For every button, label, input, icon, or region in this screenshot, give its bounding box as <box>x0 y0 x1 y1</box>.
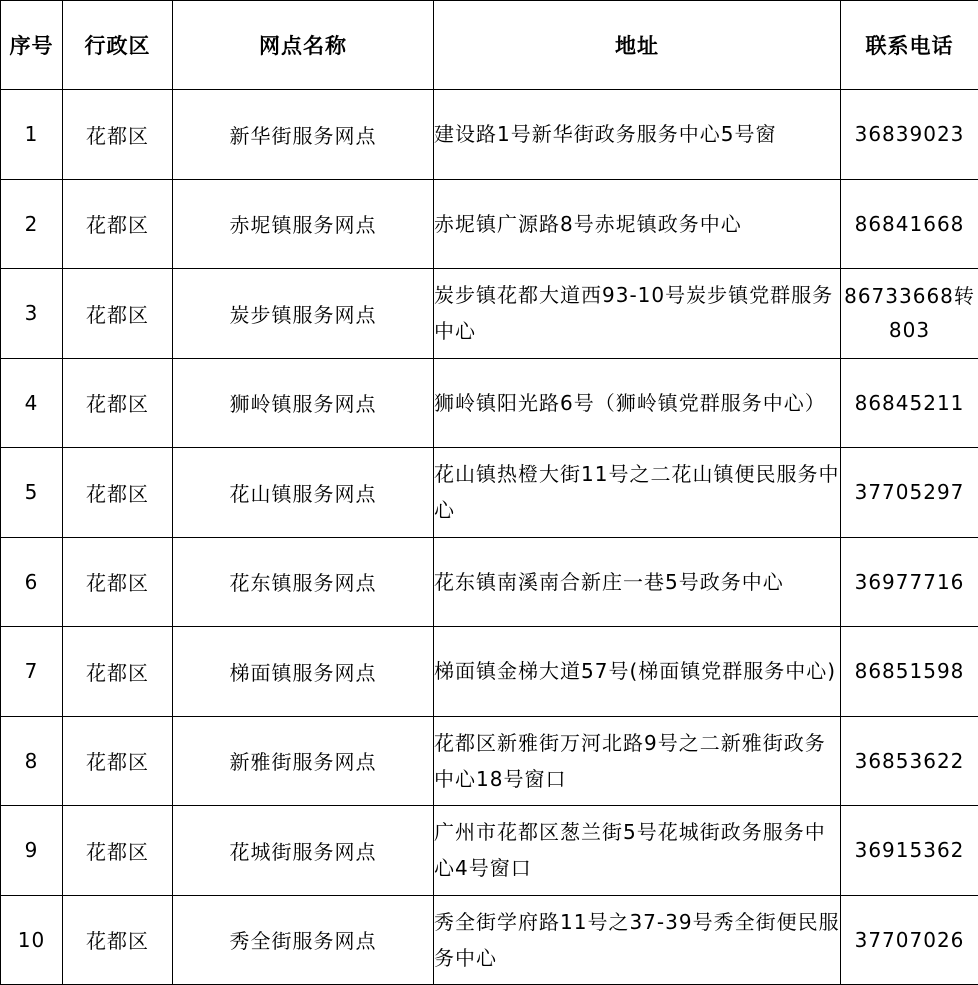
outlet-name-text: 秀全街服务网点 <box>229 929 377 954</box>
cell-outlet-name <box>173 90 434 180</box>
table-row <box>1 358 978 448</box>
cell-seq <box>1 716 63 806</box>
cell-district <box>63 895 173 985</box>
cell-outlet-name <box>173 269 434 359</box>
outlet-name-text: 花山镇服务网点 <box>229 481 377 506</box>
cell-phone <box>841 358 978 448</box>
cell-address <box>434 716 841 806</box>
cell-address <box>434 358 841 448</box>
phone-text: 36915362 <box>854 838 965 863</box>
seq-text: 10 <box>17 927 46 952</box>
phone-text: 86851598 <box>854 659 965 684</box>
cell-district <box>63 179 173 269</box>
header-outlet-name: 网点名称 <box>173 1 434 90</box>
district-text: 花都区 <box>86 929 149 954</box>
district-text: 花都区 <box>86 750 149 775</box>
district-text: 花都区 <box>86 213 149 238</box>
district-text: 花都区 <box>86 660 149 685</box>
cell-outlet-name <box>173 895 434 985</box>
cell-seq <box>1 179 63 269</box>
cell-address <box>434 537 841 627</box>
phone-text: 37705297 <box>854 480 965 505</box>
cell-address <box>434 448 841 538</box>
district-text: 花都区 <box>86 839 149 864</box>
seq-text: 7 <box>24 659 39 684</box>
seq-text: 5 <box>24 480 39 505</box>
cell-phone <box>841 179 978 269</box>
address-text: 狮岭镇阳光路6号（狮岭镇党群服务中心） <box>434 390 826 415</box>
header-district: 行政区 <box>63 1 173 90</box>
cell-district <box>63 448 173 538</box>
outlet-name-text: 花东镇服务网点 <box>229 571 377 596</box>
phone-text: 86841668 <box>854 211 965 236</box>
cell-district <box>63 537 173 627</box>
seq-text: 2 <box>24 211 39 236</box>
header-seq: 序号 <box>1 1 63 90</box>
cell-district <box>63 806 173 896</box>
cell-address <box>434 90 841 180</box>
seq-text: 1 <box>24 122 39 147</box>
district-text: 花都区 <box>86 571 149 596</box>
table-row <box>1 90 978 180</box>
outlet-name-text: 狮岭镇服务网点 <box>229 392 377 417</box>
table-row <box>1 537 978 627</box>
seq-text: 6 <box>24 569 39 594</box>
cell-seq <box>1 90 63 180</box>
cell-seq <box>1 537 63 627</box>
table-header-row <box>1 1 978 90</box>
outlet-name-text: 赤坭镇服务网点 <box>229 213 377 238</box>
cell-outlet-name <box>173 627 434 717</box>
cell-district <box>63 627 173 717</box>
table-row <box>1 448 978 538</box>
cell-outlet-name <box>173 716 434 806</box>
cell-outlet-name <box>173 179 434 269</box>
cell-address <box>434 179 841 269</box>
district-text: 花都区 <box>86 392 149 417</box>
outlet-name-text: 新华街服务网点 <box>229 123 377 148</box>
table-body <box>1 90 978 985</box>
header-phone: 联系电话 <box>841 1 978 90</box>
table-row <box>1 716 978 806</box>
address-text: 花都区新雅街万河北路9号之二新雅街政务中心18号窗口 <box>434 730 826 791</box>
cell-seq <box>1 627 63 717</box>
cell-outlet-name <box>173 358 434 448</box>
phone-text: 37707026 <box>854 927 965 952</box>
address-text: 建设路1号新华街政务服务中心5号窗 <box>434 122 777 147</box>
cell-phone <box>841 627 978 717</box>
cell-seq <box>1 806 63 896</box>
outlet-name-text: 花城街服务网点 <box>229 839 377 864</box>
phone-text: 86733668转803 <box>844 284 975 343</box>
seq-text: 4 <box>24 390 39 415</box>
district-text: 花都区 <box>86 481 149 506</box>
district-text: 花都区 <box>86 123 149 148</box>
cell-phone <box>841 269 978 359</box>
cell-address <box>434 627 841 717</box>
cell-address <box>434 895 841 985</box>
header-address: 地址 <box>434 1 841 90</box>
address-text: 花东镇南溪南合新庄一巷5号政务中心 <box>434 569 784 594</box>
outlet-name-text: 梯面镇服务网点 <box>229 660 377 685</box>
table-row <box>1 179 978 269</box>
cell-phone <box>841 806 978 896</box>
cell-outlet-name <box>173 806 434 896</box>
table-row <box>1 806 978 896</box>
table-row <box>1 627 978 717</box>
phone-text: 36977716 <box>854 569 965 594</box>
cell-phone <box>841 448 978 538</box>
cell-district <box>63 269 173 359</box>
phone-text: 36839023 <box>854 122 965 147</box>
cell-phone <box>841 895 978 985</box>
cell-phone <box>841 90 978 180</box>
cell-seq <box>1 448 63 538</box>
cell-address <box>434 806 841 896</box>
table-row <box>1 269 978 359</box>
cell-seq <box>1 269 63 359</box>
cell-district <box>63 90 173 180</box>
address-text: 广州市花都区葱兰街5号花城街政务服务中心4号窗口 <box>434 820 826 881</box>
phone-text: 86845211 <box>854 390 965 415</box>
address-text: 花山镇热橙大街11号之二花山镇便民服务中心 <box>434 462 840 523</box>
cell-address <box>434 269 841 359</box>
outlet-name-text: 新雅街服务网点 <box>229 750 377 775</box>
cell-outlet-name <box>173 537 434 627</box>
seq-text: 9 <box>24 838 39 863</box>
address-text: 炭步镇花都大道西93-10号炭步镇党群服务中心 <box>434 283 834 344</box>
outlet-name-text: 炭步镇服务网点 <box>229 302 377 327</box>
cell-district <box>63 358 173 448</box>
address-text: 赤坭镇广源路8号赤坭镇政务中心 <box>434 211 742 236</box>
address-text: 梯面镇金梯大道57号(梯面镇党群服务中心) <box>434 659 837 684</box>
address-text: 秀全街学府路11号之37-39号秀全街便民服务中心 <box>434 909 840 970</box>
cell-district <box>63 716 173 806</box>
cell-seq <box>1 358 63 448</box>
cell-phone <box>841 537 978 627</box>
district-text: 花都区 <box>86 302 149 327</box>
cell-outlet-name <box>173 448 434 538</box>
table-row <box>1 895 978 985</box>
phone-text: 36853622 <box>854 748 965 773</box>
cell-seq <box>1 895 63 985</box>
cell-phone <box>841 716 978 806</box>
seq-text: 8 <box>24 748 39 773</box>
seq-text: 3 <box>24 301 39 326</box>
